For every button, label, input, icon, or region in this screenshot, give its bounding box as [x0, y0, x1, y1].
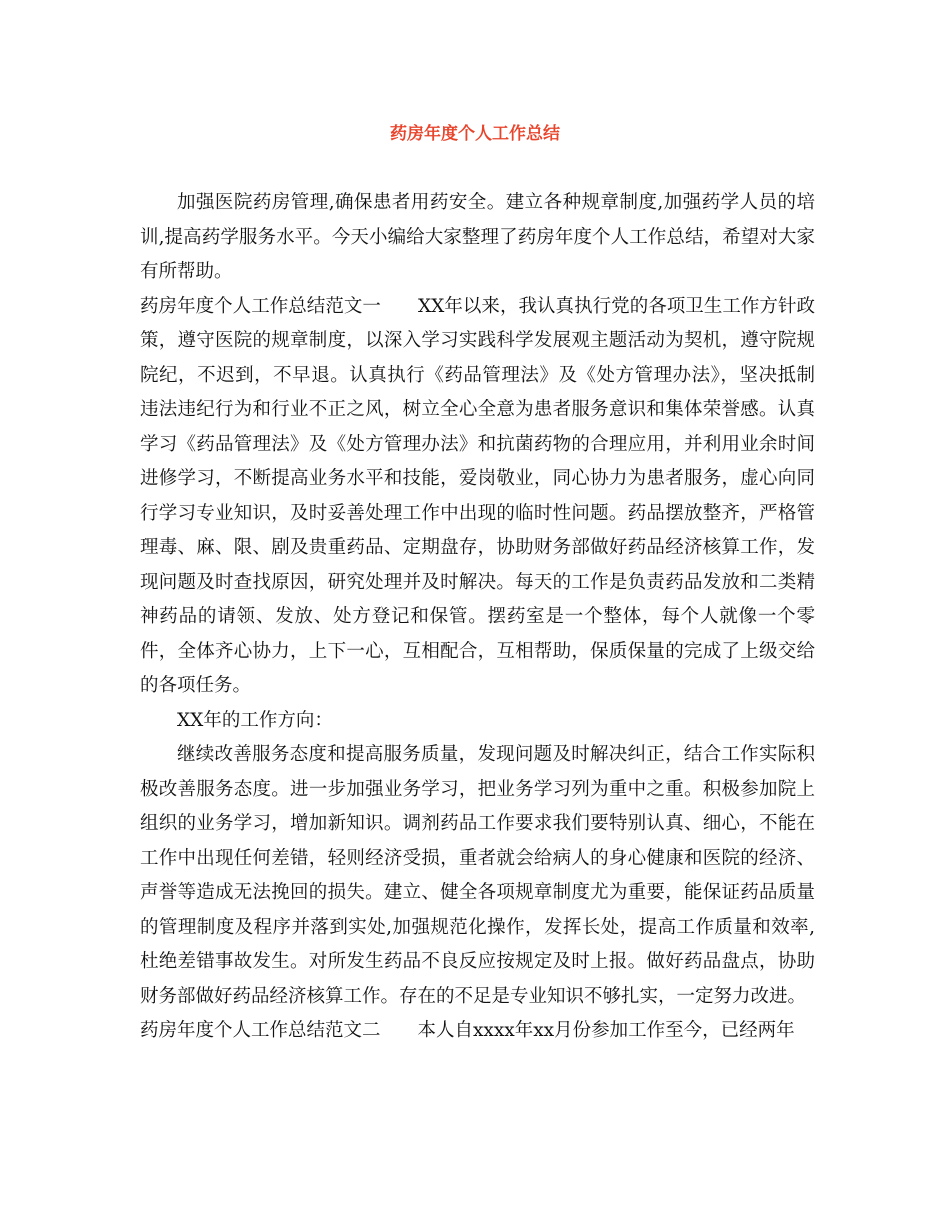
paragraph-sample-two: 药房年度个人工作总结范文二 本人自xxxx年xx月份参加工作至今，已经两年 — [140, 1020, 795, 1041]
document-body — [140, 186, 815, 1049]
document-title: 药房年度个人工作总结 — [390, 124, 560, 144]
paragraph-direction-body: 继续改善服务态度和提高服务质量，发现问题及时解决纠正，结合工作实际积极改善服务态度。进一步加强业务学习，把业务学习列为重中之重。积极参加院上组织的业务学习，增加新知识。调剂药品工作要求我们要特别认真、细心，不能在工作中出现任何差错，轻则经济受损，重者就会给病人的身心健康和医院的经济、声誉等造成无法挽回的损失。建立、健全各项规章制度尤为重要，能保证药品质量的管理制度及程序并落到实处,加强规范化操作，发挥长处，提高工作质量和效率,杜绝差错事故发生。对所发生药品不良反应按规定及时上报。做好药品盘点，协助财务部做好药品经济核算工作。存在的不足是专业知识不够扎实，一定努力改进。 — [140, 744, 815, 1007]
paragraph-intro: 加强医院药房管理,确保患者用药安全。建立各种规章制度,加强药学人员的培训,提高药学服务水平。今天小编给大家整理了药房年度个人工作总结，希望对大家有所帮助。 — [140, 192, 815, 282]
paragraph-direction-heading: XX年的工作方向： — [177, 709, 333, 731]
paragraph-sample-one: 药房年度个人工作总结范文一 XX年以来，我认真执行党的各项卫生工作方针政策，遵守医院的规章制度，以深入学习实践科学发展观主题活动为契机，遵守院规院纪，不迟到，不早退。认真执行《药品管理法》及《处方管理办法》，坚决抵制违法违纪行为和行业不正之风，树立全心全意为患者服务意识和集体荣誉感。认真学习《药品管理法》及《处方管理办法》和抗菌药物的合理应用，并利用业余时间进修学习，不断提高业务水平和技能，爱岗敬业，同心协力为患者服务，虚心向同行学习专业知识，及时妥善处理工作中出现的临时性问题。药品摆放整齐，严格管理毒、麻、限、剧及贵重药品、定期盘存，协助财务部做好药品经济核算工作，发现问题及时查找原因，研究处理并及时解决。每天的工作是负责药品发放和二类精神药品的请领、发放、处方登记和保管。摆药室是一个整体，每个人就像一个零件，全体齐心协力，上下一心，互相配合，互相帮助，保质保量的完成了上级交给的各项任务。 — [140, 295, 815, 696]
